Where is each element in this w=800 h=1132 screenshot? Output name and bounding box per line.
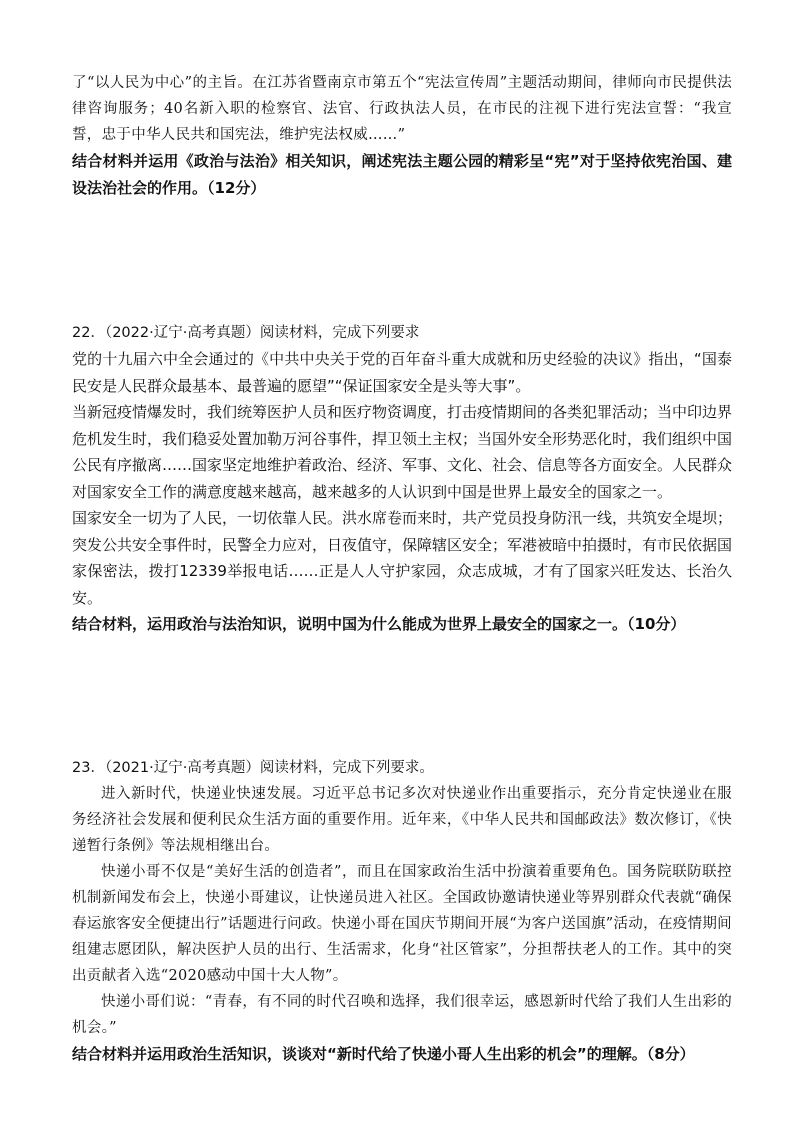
q22-task: 结合材料，运用政治与法治知识，说明中国为什么能成为世界上最安全的国家之一。（10分） xyxy=(72,615,686,633)
answer-space xyxy=(72,202,732,320)
q22-paragraph-2: 当新冠疫情爆发时，我们统筹医护人员和医疗物资调度，打击疫情期间的各类犯罪活动；当中印边界危机发生时，我们稳妥处置加勒万河谷事件，捍卫领土主权；当国外安全形势恶化时，我们组织中国公民有序撤离……国家坚定地维护着政治、经济、军事、文化、社会、信息等各方面安全。人民群众对国家安全工作的满意度越来越高，越来越多的人认识到中国是世界上最安全的国家之一。 xyxy=(72,403,733,501)
q21-material-tail: 了“以人民为中心”的主旨。在江苏省暨南京市第五个“宪法宣传周”主题活动期间，律师向市民提供法律咨询服务；40名新入职的检察官、法官、行政执法人员，在市民的注视下进行宪法宣誓：“我宣誓，忠于中华人民共和国宪法，维护宪法权威……” xyxy=(72,75,732,143)
q23-paragraph-3: 快递小哥们说：“青春，有不同的时代召唤和选择，我们很幸运，感恩新时代给了我们人生出彩的机会。” xyxy=(72,994,732,1036)
q23-paragraph-2: 快递小哥不仅是“美好生活的创造者”，而且在国家政治生活中扮演着重要角色。国务院联防联控机制新闻发布会上，快递小哥建议，让快递员进入社区。全国政协邀请快递业等界别群众代表就“确保春运旅客安全便捷出行”话题进行问政。快递小哥在国庆节期间开展“为客户送国旗”活动，在疫情期间组建志愿团队，解决医护人员的出行、生活需求，化身“社区管家”，分担帮扶老人的工作。其中的突出贡献者入选“2020感动中国十大人物”。 xyxy=(72,864,732,984)
q23-header: 23．（2021·辽宁·高考真题）阅读材料，完成下列要求。 xyxy=(72,760,434,776)
q21-task: 结合材料并运用《政治与法治》相关知识，阐述宪法主题公园的精彩呈“宪”对于坚持依宪治国、建设法治社会的作用。（12分） xyxy=(72,152,732,197)
q22-header: 22．（2022·辽宁·高考真题）阅读材料，完成下列要求 xyxy=(72,325,420,341)
exam-page xyxy=(72,70,732,1068)
q22-paragraph-3: 国家安全一切为了人民，一切依靠人民。洪水席卷而来时，共产党员投身防汛一线，共筑安全堤坝；突发公共安全事件时，民警全力应对，日夜值守，保障辖区安全；军港被暗中拍摄时，有市民依据国家保密法，拨打12339举报电话……正是人人守护家园，众志成城，才有了国家兴旺发达、长治久安。 xyxy=(72,509,733,607)
q23-task: 结合材料并运用政治生活知识，谈谈对“新时代给了快递小哥人生出彩的机会”的理解。（8分） xyxy=(72,1045,695,1063)
answer-space xyxy=(72,638,732,755)
q22-paragraph-1: 党的十九届六中全会通过的《中共中央关于党的百年奋斗重大成就和历史经验的决议》指出，“国泰民安是人民群众最基本、最普遍的愿望”“保证国家安全是头等大事”。 xyxy=(72,350,732,395)
q23-paragraph-1: 进入新时代，快递业快速发展。习近平总书记多次对快递业作出重要指示，充分肯定快递业在服务经济社会发展和便利民众生活方面的重要作用。近年来，《中华人民共和国邮政法》数次修订，《快递暂行条例》等法规相继出台。 xyxy=(72,786,732,854)
